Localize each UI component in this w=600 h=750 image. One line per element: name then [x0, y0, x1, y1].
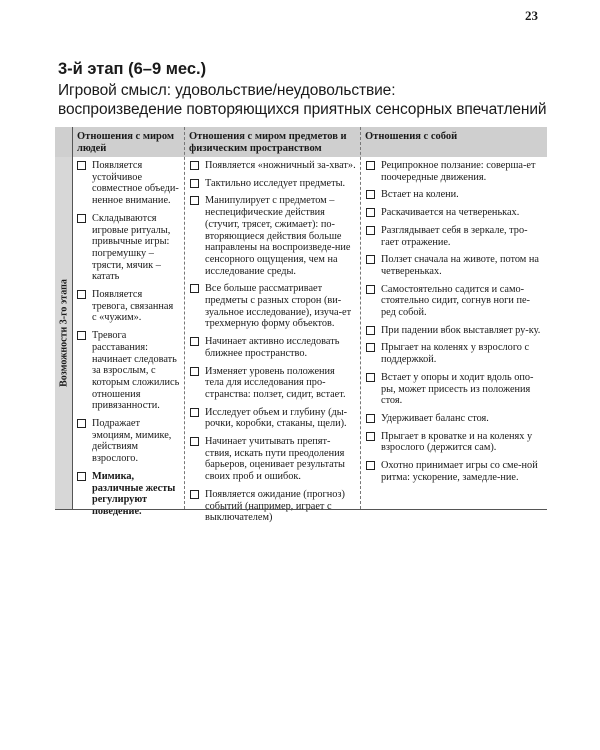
checklist-item: Тревога расставания: начинает следовать за взрослым, с которым сложились отношения привязанности.: [76, 330, 180, 412]
table-bottom-border: [55, 509, 547, 510]
checklist-item: Разглядывает себя в зеркале, тро-гает отражение.: [365, 225, 543, 248]
checkbox-icon[interactable]: [190, 437, 199, 446]
checklist-item: Удерживает баланс стоя.: [365, 413, 543, 425]
header-people: Отношения с миром людей: [77, 131, 175, 154]
checklist-item: Встает у опоры и ходит вдоль опо-ры, может присесть из положения стоя.: [365, 372, 543, 407]
page-number: 23: [525, 8, 538, 23]
checklist-item: Все больше рассматривает предметы с разных сторон (ви-зуальное исследование), изуча-ет трехмерную форму объектов.: [189, 283, 356, 330]
checkbox-icon[interactable]: [366, 432, 375, 441]
checklist-item: Появляется «ножничный за-хват».: [189, 160, 356, 172]
checklist-item: Тактильно исследует предметы.: [189, 178, 356, 190]
checkbox-icon[interactable]: [366, 373, 375, 382]
checkbox-icon[interactable]: [190, 179, 199, 188]
checkbox-icon[interactable]: [77, 290, 86, 299]
checkbox-icon[interactable]: [190, 490, 199, 499]
header-objects: Отношения с миром предметов и физическим пространством: [189, 131, 347, 154]
checklist-item: При падении вбок выставляет ру-ку.: [365, 325, 543, 337]
header-self: Отношения с собой: [365, 131, 458, 142]
checklist-item: Манипулирует с предметом – неспецифические действия (стучит, трясет, сжимает): по-вторяющиеся действия больше направлены на воспроизведе-ние сенсорного ощущения, чем на исследование среды.: [189, 195, 356, 277]
checklist-item: Встает на колени.: [365, 189, 543, 201]
development-table: [55, 127, 547, 524]
subtitle-line-1: Игровой смысл: удовольствие/неудовольствие:: [58, 82, 396, 99]
column-self: [365, 160, 543, 489]
checkbox-icon[interactable]: [366, 285, 375, 294]
checklist-item: Ползет сначала на животе, потом на четвереньках.: [365, 254, 543, 277]
checkbox-icon[interactable]: [190, 284, 199, 293]
column-objects: [189, 160, 356, 530]
checkbox-icon[interactable]: [190, 161, 199, 170]
checklist-item: Подражает эмоциям, мимике, действиям взрослого.: [76, 418, 180, 465]
checkbox-icon[interactable]: [77, 214, 86, 223]
checklist-item: Складываются игровые ритуалы, привычные игры: погремушку – трясти, мячик – катать: [76, 213, 180, 283]
checkbox-icon[interactable]: [366, 161, 375, 170]
divider-col1: [184, 127, 185, 509]
checkbox-icon[interactable]: [77, 419, 86, 428]
checklist-item: Прыгает на коленях у взрослого с поддержкой.: [365, 342, 543, 365]
checkbox-icon[interactable]: [366, 461, 375, 470]
checkbox-icon[interactable]: [366, 226, 375, 235]
checklist-item: Мимика, различные жесты регулируют поведение.: [76, 471, 180, 518]
subtitle-line-2: воспроизведение повторяющихся приятных сенсорных впечатлений: [58, 101, 547, 118]
checkbox-icon[interactable]: [190, 367, 199, 376]
checkbox-icon[interactable]: [366, 326, 375, 335]
side-label: [55, 157, 72, 509]
checklist-item: Самостоятельно садится и само-стоятельно сидит, согнув ноги пе-ред собой.: [365, 284, 543, 319]
checkbox-icon[interactable]: [190, 196, 199, 205]
table-header-row: [55, 127, 547, 157]
checkbox-icon[interactable]: [366, 343, 375, 352]
divider-col2: [360, 127, 361, 509]
column-people: [76, 160, 180, 524]
checkbox-icon[interactable]: [366, 414, 375, 423]
checklist-item: Появляется тревога, связанная с «чужим».: [76, 289, 180, 324]
checklist-item: Реципрокное ползание: соверша-ет поочередные движения.: [365, 160, 543, 183]
checklist-item: Охотно принимает игры со сме-ной ритма: ускорение, замедле-ние.: [365, 460, 543, 483]
checklist-item: Начинает учитывать препят-ствия, искать пути преодоления барьеров, оценивает результаты своих проб и ошибок.: [189, 436, 356, 483]
checkbox-icon[interactable]: [77, 472, 86, 481]
checkbox-icon[interactable]: [366, 208, 375, 217]
checklist-item: Начинает активно исследовать ближнее пространство.: [189, 336, 356, 359]
checkbox-icon[interactable]: [366, 190, 375, 199]
checkbox-icon[interactable]: [77, 331, 86, 340]
heading-block: [58, 60, 558, 119]
checklist-item: Исследует объем и глубину (ды-рочки, коробки, стаканы, щели).: [189, 407, 356, 430]
checklist-item: Раскачивается на четвереньках.: [365, 207, 543, 219]
checkbox-icon[interactable]: [77, 161, 86, 170]
checklist-item: Появляется ожидание (прогноз) событий (например, играет с выключателем): [189, 489, 356, 524]
checkbox-icon[interactable]: [190, 337, 199, 346]
checklist-item: Прыгает в кроватке и на коленях у взрослого (держится сам).: [365, 431, 543, 454]
checkbox-icon[interactable]: [190, 408, 199, 417]
checklist-item: Появляется устойчивое совместное объеди-ненное внимание.: [76, 160, 180, 207]
checklist-item: Изменяет уровень положения тела для исследования про-странства: ползет, сидит, встает.: [189, 366, 356, 401]
side-label-text: Возможности 3-го этапа: [58, 279, 69, 387]
divider-side: [72, 127, 73, 509]
stage-title: 3-й этап (6–9 мес.): [58, 60, 207, 78]
checkbox-icon[interactable]: [366, 255, 375, 264]
